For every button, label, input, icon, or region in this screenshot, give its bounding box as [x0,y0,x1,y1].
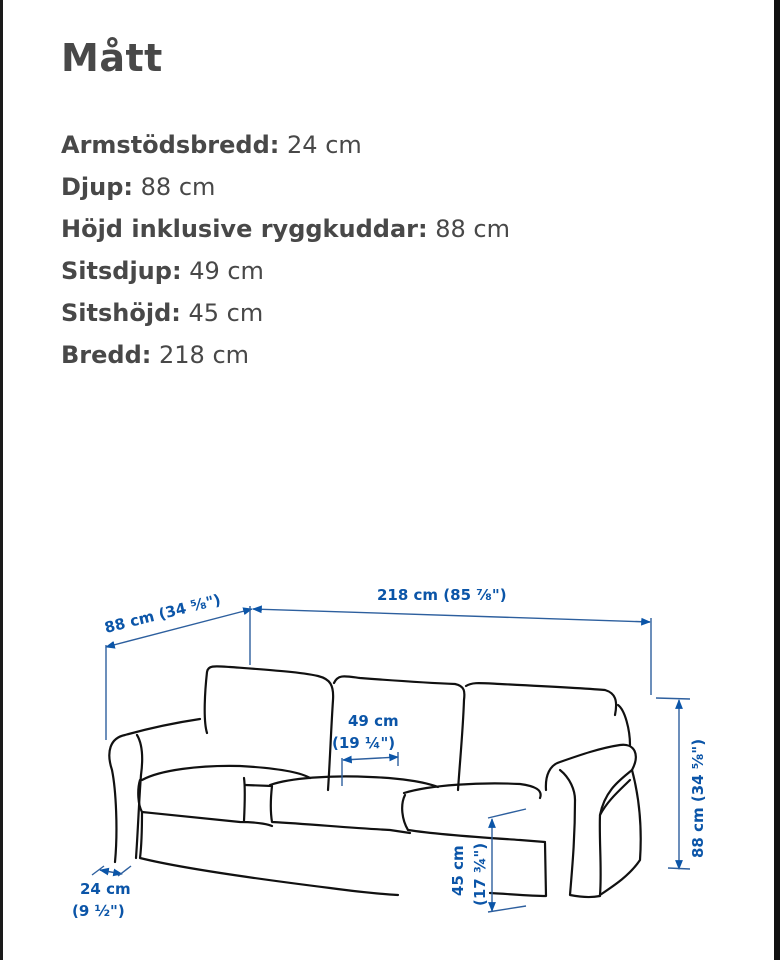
spec-label: Bredd: [61,341,152,369]
spec-value: 218 cm [159,341,250,369]
seat-depth-imperial: (19 ¼") [332,734,396,752]
armrest-width-imperial: (9 ½") [72,902,125,920]
spec-armrest-width [61,124,510,166]
spec-label: Djup: [61,173,134,201]
spec-value: 88 cm [435,215,510,243]
width-label: 218 cm (85 ⁷⁄₈") [377,586,507,604]
seat-height-metric: 45 cm [449,845,467,896]
seat-depth-metric: 49 cm [348,712,399,730]
spec-width [61,334,510,376]
spec-height-incl-back-cushions [61,208,510,250]
height-label: 88 cm (34 ⁵⁄₈") [689,738,707,858]
spec-value: 49 cm [189,257,264,285]
spec-value: 24 cm [287,131,362,159]
spec-seat-depth [61,250,510,292]
spec-value: 88 cm [140,173,216,201]
depth-label: 88 cm (34 ⁵⁄₈") [102,590,223,637]
sofa-dimension-diagram [0,560,780,960]
spec-label: Sitsdjup: [61,257,182,285]
spec-label: Sitshöjd: [61,299,181,327]
spec-seat-height [61,292,510,334]
spec-depth [61,166,510,208]
spec-label: Armstödsbredd: [61,131,280,159]
dimensions-list [61,124,510,376]
page-title: Mått [61,36,163,80]
sofa-illustration [109,666,640,897]
spec-value: 45 cm [188,299,264,327]
spec-label: Höjd inklusive ryggkuddar: [61,215,428,243]
seat-height-imperial: (17 ¾") [471,842,489,906]
armrest-width-metric: 24 cm [80,880,131,898]
